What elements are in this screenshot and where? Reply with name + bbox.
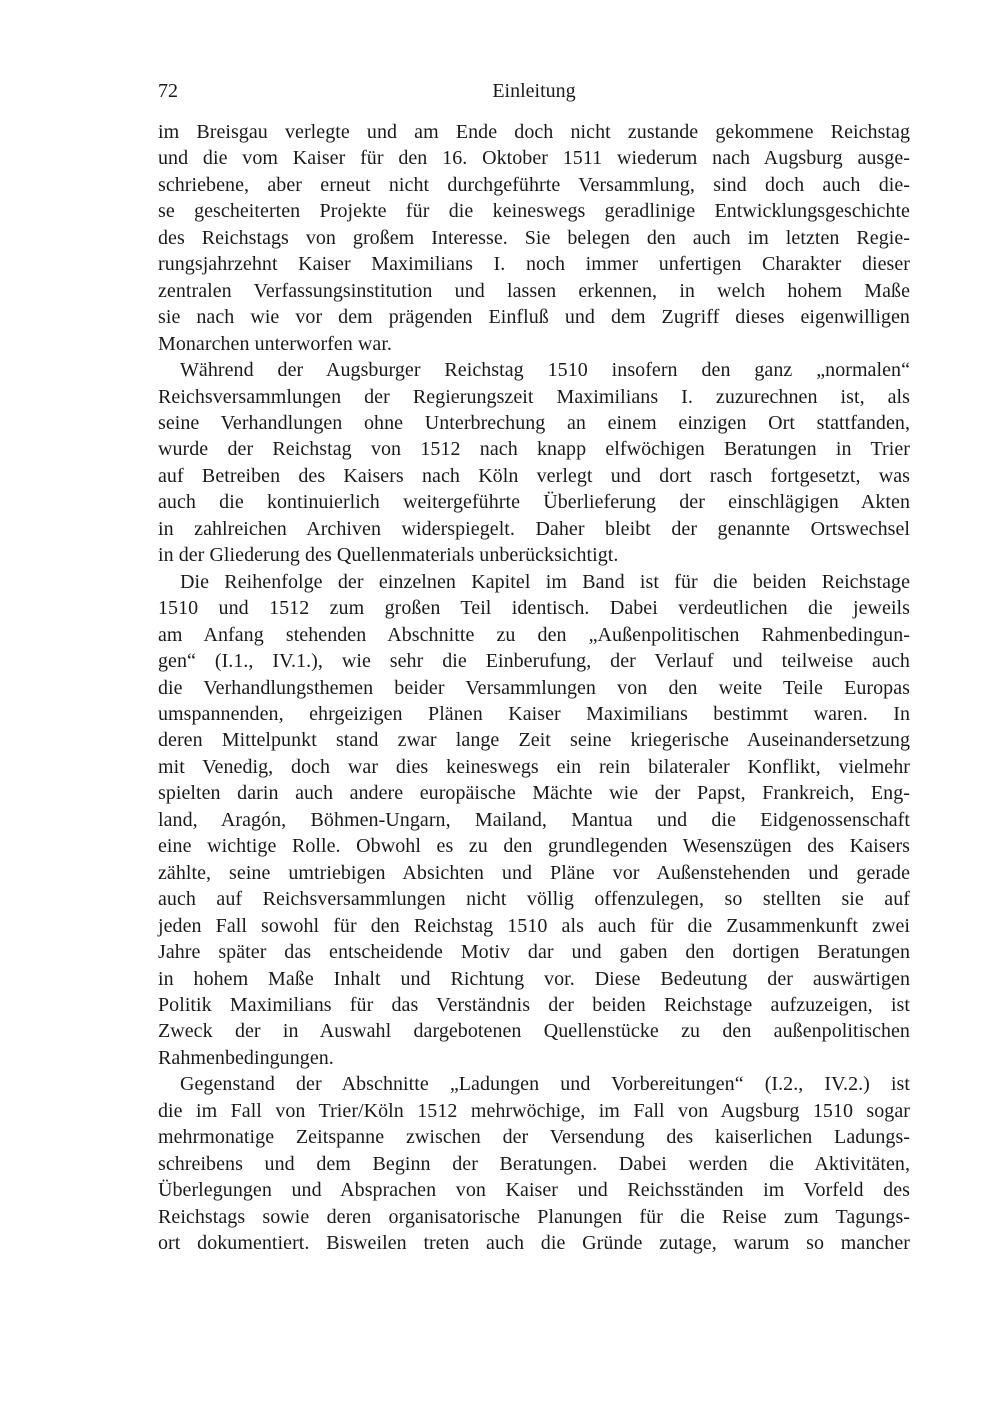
text-line: deren Mittelpunkt stand zwar lange Zeit seine kriegerische Auseinandersetzung <box>158 729 910 752</box>
page-number: 72 <box>158 80 178 102</box>
text-line: wurde der Reichstag von 1512 nach knapp elfwöchigen Beratungen in Trier <box>158 438 910 461</box>
running-header <box>158 78 910 105</box>
text-line: jeden Fall sowohl für den Reichstag 1510 als auch für die Zusammenkunft zwei <box>158 914 910 937</box>
text-line: Überlegungen und Absprachen von Kaiser und Reichsständen im Vorfeld des <box>158 1179 910 1202</box>
text-line: auch die kontinuierlich weitergeführte Überlieferung der einschlägigen Akten <box>158 491 910 514</box>
text-line: zählte, seine umtriebigen Absichten und Pläne vor Außenstehenden und gerade <box>158 861 910 884</box>
text-line: die im Fall von Trier/Köln 1512 mehrwöchige, im Fall von Augsburg 1510 sogar <box>158 1099 910 1122</box>
text-line: mit Venedig, doch war dies keineswegs ein rein bilateraler Konflikt, vielmehr <box>158 755 910 778</box>
text-line: Politik Maximilians für das Verständnis der beiden Reichstage aufzuzeigen, ist <box>158 993 910 1016</box>
text-line: Reichstags sowie deren organisatorische Planungen für die Reise zum Tagungs- <box>158 1205 910 1228</box>
paragraph <box>158 357 910 569</box>
text-line: Die Reihenfolge der einzelnen Kapitel im Band ist für die beiden Reichstage <box>180 570 910 593</box>
text-line: rungsjahrzehnt Kaiser Maximilians I. noch immer unfertigen Charakter dieser <box>158 253 910 276</box>
header-title: Einleitung <box>492 80 576 102</box>
text-line: Reichsversammlungen der Regierungszeit Maximilians I. zuzurechnen ist, als <box>158 385 910 408</box>
text-line: Monarchen unterworfen war. <box>158 332 392 355</box>
text-line: Gegenstand der Abschnitte „Ladungen und Vorbereitungen“ (I.2., IV.2.) ist <box>180 1073 910 1096</box>
text-line: am Anfang stehenden Abschnitte zu den „Außenpolitischen Rahmenbedingun- <box>158 623 910 646</box>
text-line: Jahre später das entscheidende Motiv dar und gaben den dortigen Beratungen <box>158 941 910 964</box>
text-line: eine wichtige Rolle. Obwohl es zu den grundlegenden Wesenszügen des Kaisers <box>158 835 910 858</box>
paragraph <box>158 119 910 357</box>
text-line: land, Aragón, Böhmen-Ungarn, Mailand, Mantua und die Eidgenossenschaft <box>158 808 910 831</box>
text-line: Während der Augsburger Reichstag 1510 insofern den ganz „normalen“ <box>180 359 910 382</box>
text-line: gen“ (I.1., IV.1.), wie sehr die Einberufung, der Verlauf und teilweise auch <box>158 650 910 673</box>
text-line: ort dokumentiert. Bisweilen treten auch die Gründe zutage, warum so mancher <box>158 1232 910 1255</box>
text-line: zentralen Verfassungsinstitution und lassen erkennen, in welch hohem Maße <box>158 279 910 302</box>
text-line: se gescheiterten Projekte für die keineswegs geradlinige Entwicklungsgeschichte <box>158 200 910 223</box>
text-line: des Reichstags von großem Interesse. Sie belegen den auch im letzten Regie- <box>158 226 910 249</box>
text-line: Zweck der in Auswahl dargebotenen Quellenstücke zu den außenpolitischen <box>158 1020 910 1043</box>
text-line: auch auf Reichsversammlungen nicht völlig offenzulegen, so stellten sie auf <box>158 888 910 911</box>
paragraph <box>158 569 910 1072</box>
text-line: auf Betreiben des Kaisers nach Köln verlegt und dort rasch fortgesetzt, was <box>158 464 910 487</box>
text-line: schriebene, aber erneut nicht durchgeführte Versammlung, sind doch auch die- <box>158 173 910 196</box>
text-line: und die vom Kaiser für den 16. Oktober 1511 wiederum nach Augsburg ausge- <box>158 147 910 170</box>
text-block <box>158 119 910 1256</box>
text-line: 1510 und 1512 zum großen Teil identisch. Dabei verdeutlichen die jeweils <box>158 597 910 620</box>
text-line: im Breisgau verlegte und am Ende doch nicht zustande gekommene Reichstag <box>158 121 910 143</box>
text-line: in hohem Maße Inhalt und Richtung vor. Diese Bedeutung der auswärtigen <box>158 967 910 990</box>
text-line: schreibens und dem Beginn der Beratungen. Dabei werden die Aktivitäten, <box>158 1152 910 1175</box>
text-line: seine Verhandlungen ohne Unterbrechung an einem einzigen Ort stattfanden, <box>158 411 910 434</box>
text-line: umspannenden, ehrgeizigen Plänen Kaiser Maximilians bestimmt waren. In <box>158 702 910 725</box>
text-line: in der Gliederung des Quellenmaterials unberücksichtigt. <box>158 544 619 567</box>
text-line: mehrmonatige Zeitspanne zwischen der Versendung des kaiserlichen Ladungs- <box>158 1126 910 1149</box>
text-line: die Verhandlungsthemen beider Versammlungen von den weite Teile Europas <box>158 676 910 699</box>
text-line: sie nach wie vor dem prägenden Einfluß und dem Zugriff dieses eigenwilligen <box>158 306 910 329</box>
paragraph <box>158 1071 910 1256</box>
text-line: Rahmenbedingungen. <box>158 1046 334 1069</box>
text-line: in zahlreichen Archiven widerspiegelt. Daher bleibt der genannte Ortswechsel <box>158 517 910 540</box>
text-line: spielten darin auch andere europäische Mächte wie der Papst, Frankreich, Eng- <box>158 782 910 805</box>
